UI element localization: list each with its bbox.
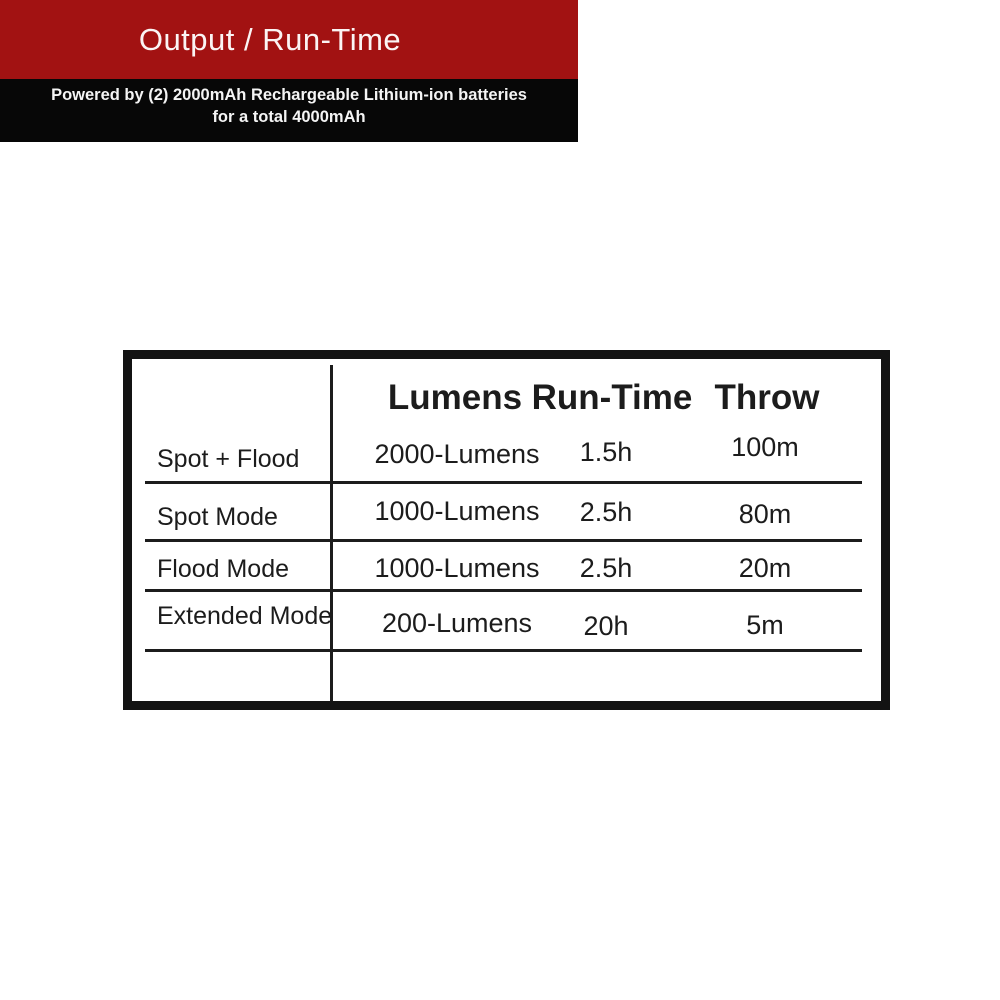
row-divider-line [145,649,862,652]
page-title: Output / Run-Time [138,22,402,57]
header-run-time: Run-Time [531,378,693,417]
cell-runtime: 2.5h [579,497,633,527]
cell-lumens: 200-Lumens [381,608,533,638]
subtitle-line-2: for a total 4000mAh [212,108,366,126]
output-runtime-table [123,350,890,710]
row-divider-line [145,539,862,542]
cell-lumens: 2000-Lumens [374,439,540,469]
cell-runtime: 1.5h [579,437,633,467]
title-banner [0,0,578,79]
subtitle-line-1: Powered by (2) 2000mAh Rechargeable Lithium-ion batteries [51,86,527,104]
cell-lumens: 1000-Lumens [374,496,540,526]
cell-throw: 80m [738,499,792,529]
row-mode-label: Extended Mode [157,602,333,630]
row-mode-label: Spot + Flood [157,445,300,473]
header-throw: Throw [714,378,820,417]
subtitle-banner [0,79,578,142]
cell-runtime: 2.5h [579,553,633,583]
cell-lumens: 1000-Lumens [374,553,540,583]
cell-throw: 5m [746,610,784,640]
cell-throw: 20m [738,553,792,583]
cell-runtime: 20h [583,611,629,641]
cell-throw: 100m [731,432,799,462]
row-divider-line [145,481,862,484]
row-mode-label: Flood Mode [157,555,290,583]
header-lumens: Lumens [387,378,523,417]
row-mode-label: Spot Mode [157,503,278,531]
row-divider-line [145,589,862,592]
